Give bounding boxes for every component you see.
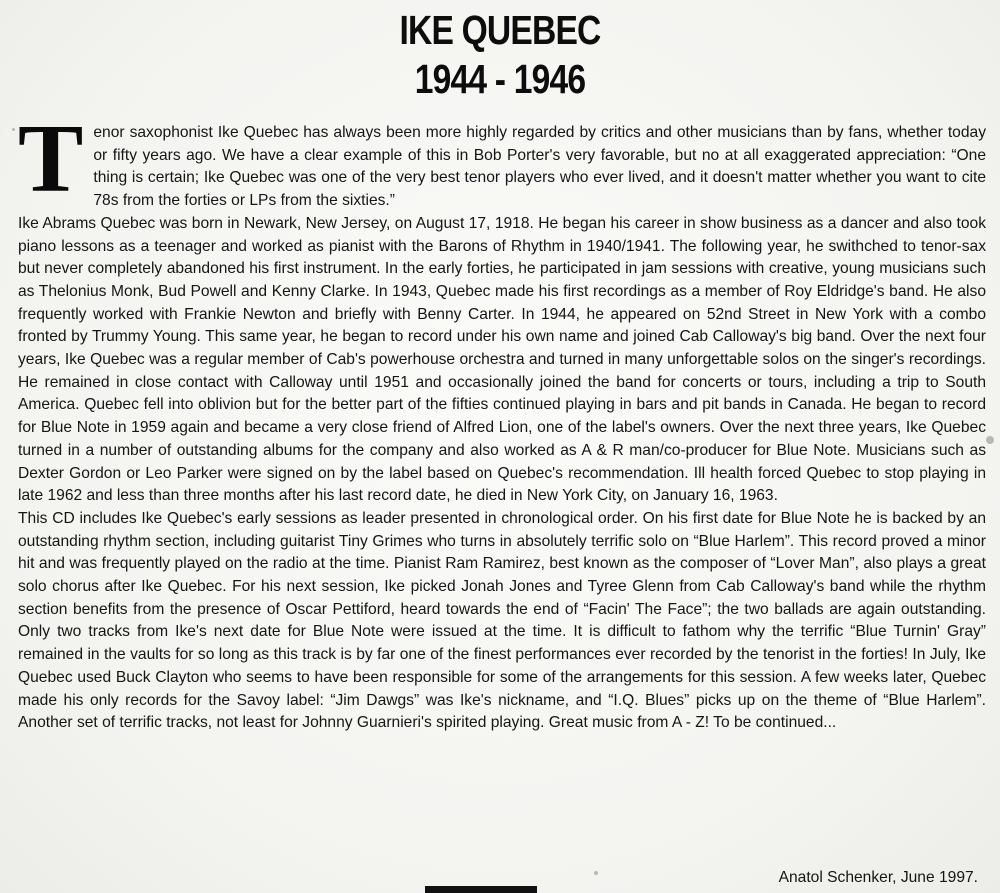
title-name: IKE QUEBEC xyxy=(399,7,601,53)
bottom-decorative-bar xyxy=(425,886,537,893)
paper-speck xyxy=(986,436,994,444)
author-signature: Anatol Schenker, June 1997. xyxy=(778,869,978,886)
title-years: 1944 - 1946 xyxy=(414,56,586,102)
intro-paragraph xyxy=(18,105,986,213)
page-title xyxy=(90,6,910,104)
sessions-paragraph: This CD includes Ike Quebec's early sessions as leader presented in chronological order. On his first date for Blue Note he is backed by an outstanding rhythm section, including guitarist Tiny Grimes who turns in absolutely terrific solo on “Blue Harlem”. This record proved a minor hit and was frequently played on the radio at the time. Pianist Ram Ramirez, best known as the composer of “Lover Man”, also plays a great solo chorus after Ike Quebec. For his next session, Ike picked Jonah Jones and Tyree Glenn from Cab Calloway's band while the rhythm section benefits from the presence of Oscar Pettiford, heard towards the end of “Facin' The Face”; the two ballads are again outstanding. Only two tracks from Ike's next date for Blue Note were issued at the time. It is difficult to fathom why the terrific “Blue Turnin' Gray” remained in the vaults for so long as this track is by far one of the finest performances ever recorded by the tenorist in the forties! In July, Ike Quebec used Buck Clayton who seems to have been responsible for some of the arrangements for this session. A few weeks later, Quebec made his only records for the Savoy label: “Jim Dawgs” was Ike's nickname, and “I.Q. Blues” picks up on the theme of “Blue Harlem”. Another set of terrific tracks, not least for Johnny Guarnieri's spirited playing. Great music from A - Z! To be continued... xyxy=(18,509,986,732)
biography-paragraph: Ike Abrams Quebec was born in Newark, New Jersey, on August 17, 1918. He began his career in show business as a dancer and also took piano lessons as a teenager and worked as pianist with the Barons of Rhythm in 1940/1941. The following year, he swithched to tenor-sax but never completely abandoned his first instrument. In the early forties, he participated in jam sessions with creative, young musicians such as Thelonius Monk, Bud Powell and Kenny Clarke. In 1943, Quebec made his first recordings as a member of Roy Eldridge's band. He also frequently worked with Frankie Newton and briefly with Benny Carter. In 1944, he appeared on 52nd Street in New York with a combo fronted by Trummy Young. This same year, he began to record under his own name and joined Cab Calloway's big band. Over the next four years, Ike Quebec was a regular member of Cab's powerhouse orchestra and turned in many unforgettable solos on the singer's recordings. He remained in close contact with Calloway until 1951 and occasionally joined the band for concerts or tours, including a trip to South America. Quebec fell into oblivion but for the better part of the fifties continued playing in bars and pit bands in Canada. He began to record for Blue Note in 1959 again and became a very close friend of Alfred Lion, one of the label's owners. Over the next three years, Ike Quebec turned in a number of outstanding albums for the company and also worked as A & R man/co-producer for Blue Note. Musicians such as Dexter Gordon or Leo Parker were signed on by the label based on Quebec's recommendation. Ill health forced Quebec to stop playing in late 1962 and less than three months after his last record date, he died in New York City, on January 16, 1963. xyxy=(18,214,986,505)
paper-speck xyxy=(594,871,598,875)
intro-text: enor saxophonist Ike Quebec has always been more highly regarded by critics and other musicians than by fans, whether today or fifty years ago. We have a clear example of this in Bob Porter's very favorable, but no at all exaggerated appreciation: “One thing is certain; Ike Quebec was one of the very best tenor players who ever lived, and it doesn't matter whether you want to cite 78s from the forties or LPs from the sixties.” xyxy=(93,124,986,210)
paper-speck xyxy=(12,128,15,131)
drop-cap: T xyxy=(18,105,84,213)
article-body xyxy=(18,105,986,735)
